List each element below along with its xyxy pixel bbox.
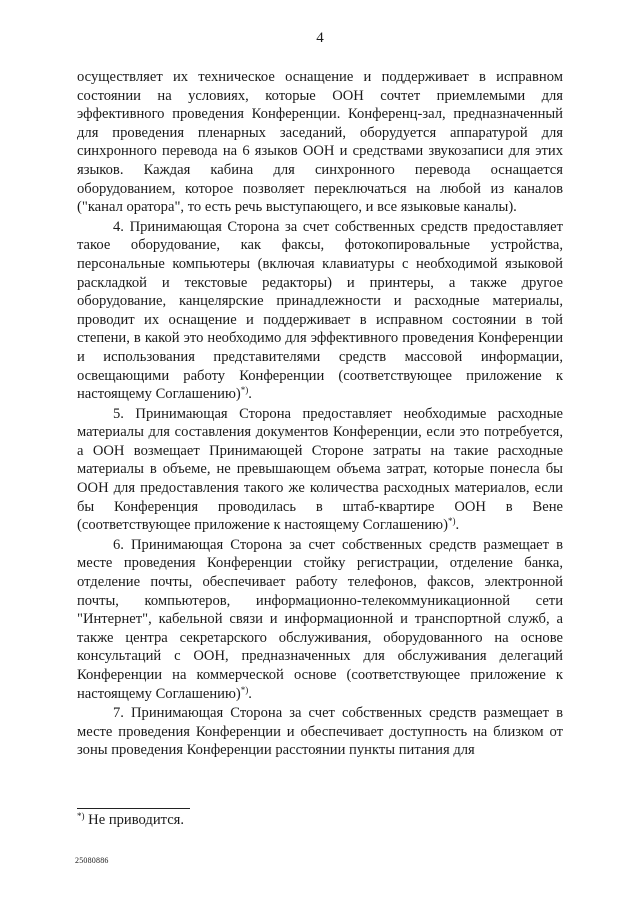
paragraph-continuation <box>77 68 563 217</box>
paragraph-text: 4. Принимающая Сторона за счет собственных средств предоставляет такое оборудование, как факсы, фотокопировальные устройства, персональные компьютеры (включая клавиатуры с необходимой языковой раскладкой и текстовые редакторы) и принтеры, а также другое оборудование, канцелярские принадлежности и расходные материалы, проводит их оснащение и поддерживает в исправном состоянии в той степени, в какой это необходимо для эффективного проведения Конференции и использования представителями средств массовой информации, освещающими работу Конференции (соответствующее приложение к настоящему Соглашению) <box>77 218 563 403</box>
paragraph-5 <box>77 405 563 535</box>
footnote-marker: *) <box>77 811 85 821</box>
paragraph-tail: . <box>248 685 252 702</box>
paragraph-text: 5. Принимающая Сторона предоставляет необходимые расходные материалы для составления документов Конференции, если это потребуется, а ООН возмещает Принимающей Стороне затраты на такие расходные материалы в объеме, не превышающем объема затрат, которые понесла бы ООН для предоставления такого же количества расходных материалов, если бы Конференция проводилась в штаб-квартире ООН в Вене (соответствующее приложение к настоящему Соглашению) <box>77 405 563 534</box>
paragraph-4 <box>77 218 563 404</box>
document-code: 25080886 <box>75 856 109 865</box>
paragraph-6 <box>77 536 563 703</box>
paragraph-text: 6. Принимающая Сторона за счет собственных средств размещает в месте проведения Конференции стойку регистрации, отделение банка, отделение почты, обеспечивает работу телефонов, факсов, электронной почты, компьютеров, информационно-телекоммуникационной сети "Интернет", кабельной связи и информационной и транспортной служб, а также центра секретарского обслуживания, оборудованного на основе консультаций с ООН, предназначенных для обслуживания делегаций Конференции на коммерческой основе (соответствующее приложение к настоящему Соглашению) <box>77 536 563 702</box>
document-body <box>77 68 563 760</box>
footnote-marker: *) <box>447 516 456 527</box>
paragraph-7 <box>77 704 563 760</box>
footnote-text: Не приводится. <box>84 812 185 828</box>
footnote-separator <box>77 808 190 809</box>
page-number: 4 <box>316 30 324 46</box>
footnote-marker: *) <box>240 684 249 695</box>
paragraph-text: осуществляет их техническое оснащение и поддерживает в исправном состоянии на условиях, которые ООН сочтет приемлемыми для эффективного проведения Конференции. Конференц-зал, предназначенный для проведения пленарных заседаний, оборудуется аппаратурой для синхронного перевода на 6 языков ООН и средствами звукозаписи для этих языков. Каждая кабина для синхронного перевода оснащается оборудованием, которое позволяет переключаться на любой из каналов ("канал оратора", то есть речь выступающего, и все языковые каналы). <box>77 69 563 216</box>
footnote-marker: *) <box>240 385 249 396</box>
paragraph-tail: . <box>455 517 460 534</box>
paragraph-tail: . <box>248 386 252 403</box>
paragraph-text: 7. Принимающая Сторона за счет собственных средств размещает в месте проведения Конференции и обеспечивает доступность на близком от зоны проведения Конференции расстоянии пункты питания для <box>77 705 563 759</box>
footnote <box>77 812 184 829</box>
